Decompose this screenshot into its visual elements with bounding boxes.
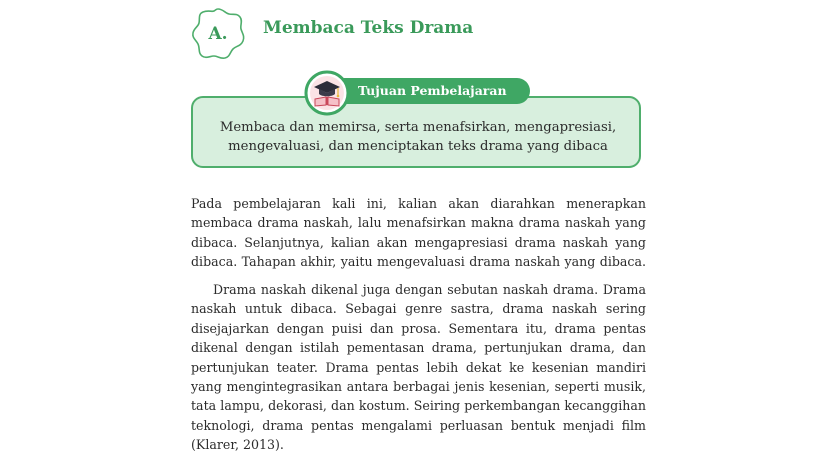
learning-goal-text: [193, 118, 643, 156]
learning-goal-header: [330, 78, 530, 104]
learning-goal-box: [191, 96, 641, 168]
paragraph-line: tata lampu, dekorasi, dan kostum. Seiring perkembangan kecanggihan: [191, 398, 646, 414]
paragraph-line: yang mengintegrasikan antara berbagai jenis kesenian, seperti musik,: [191, 378, 646, 394]
learning-goal-line: Membaca dan memirsa, serta menafsirkan, mengapresiasi,: [219, 120, 617, 135]
paragraph-line: (Klarer, 2013).: [191, 437, 284, 453]
paragraph-line: Pada pembelajaran kali ini, kalian akan diarahkan menerapkan: [191, 196, 646, 211]
paragraph-line: dikenal dengan istilah pementasan drama, pertunjukan drama, dan: [191, 340, 646, 356]
graduation-cap-book-icon: [304, 70, 350, 116]
paragraph-line: naskah untuk dibaca. Sebagai genre sastra, drama naskah sering: [191, 301, 646, 317]
section-badge: [190, 6, 246, 62]
learning-goal-line: mengevaluasi, dan menciptakan teks drama yang dibaca: [228, 139, 608, 154]
paragraph-line: teknologi, drama pentas mengalami perluasan bentuk menjadi film: [191, 417, 646, 433]
paragraph-line: pertunjukan teater. Drama pentas lebih dekat ke kesenian mandiri: [191, 359, 646, 375]
paragraph-line: dibaca. Selanjutnya, kalian akan mengapresiasi drama naskah yang: [191, 234, 646, 250]
paragraph-line: Drama naskah dikenal juga dengan sebutan naskah drama. Drama: [213, 282, 646, 297]
paragraph-intro: [191, 194, 646, 272]
paragraph-drama: [191, 280, 646, 455]
learning-goal-label: Tujuan Pembelajaran: [358, 83, 507, 98]
section-title: Membaca Teks Drama: [263, 18, 474, 38]
paragraph-line: membaca drama naskah, lalu menafsirkan makna drama naskah yang: [191, 215, 646, 231]
paragraph-line: dibaca. Tahapan akhir, yaitu mengevaluasi drama naskah yang dibaca.: [191, 254, 646, 270]
section-letter: A.: [208, 24, 228, 44]
paragraph-line: disejajarkan dengan puisi dan prosa. Sementara itu, drama pentas: [191, 320, 646, 336]
